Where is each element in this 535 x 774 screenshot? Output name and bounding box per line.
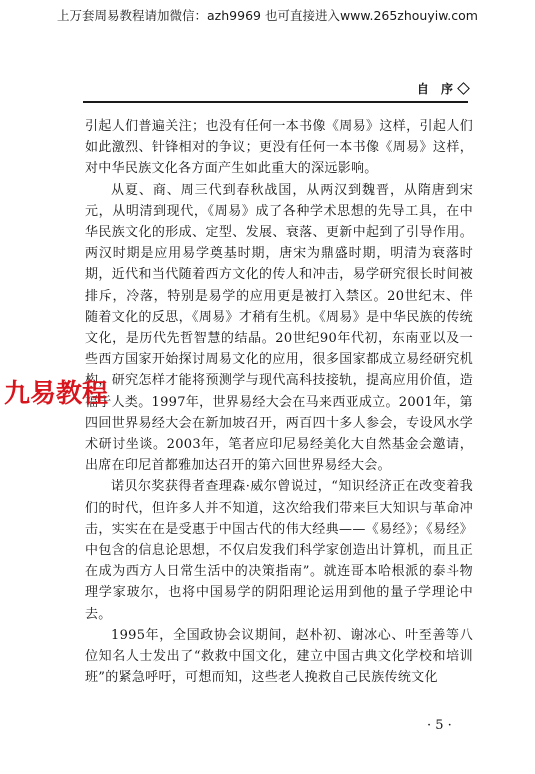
header-rule [83,101,468,103]
top-banner: 上万套周易教程请加微信：azh9969 也可直接进入www.265zhouyiw.com [57,8,478,23]
paragraph-1: 引起人们普遍关注；也没有任何一本书像《周易》这样，引起人们如此激烈、针锋相对的争议；更没有任何一本书像《周易》这样，对中华民族文化各方面产生如此重大的深远影响。 [85,119,473,177]
body-text [85,116,473,688]
paragraph-4: 1995年，全国政协会议期间，赵朴初、谢冰心、叶至善等八位知名人士发出了“救救中国文化，建立中国古典文化学校和培训班”的紧急呼吁，可想而知，这些老人挽救自己民族传统文化 [85,627,473,686]
paragraph-2: 从夏、商、周三代到春秋战国，从两汉到魏晋，从隋唐到宋元，从明清到现代，《周易》成了各种学术思想的先导工具，在中华民族文化的形成、定型、发展、衰落、更新中起到了引导作用。两汉时期是应用易学奠基时期，唐宋为鼎盛时期，明清为衰落时期，近代和当代随着西方文化的传人和冲击，易学研究很长时间被排斥，冷落，特别是易学的应用更是被打入禁区。20世纪末、伴随着文化的反思，《周易》才稍有生机。《周易》是中华民族的传统文化，是历代先哲智慧的结晶。20世纪90年代初，东南亚以及一些西方国家开始探讨周易文化的应用，很多国家都成立易经研究机构，研究怎样才能将预测学与现代高科技接轨，提高应用价值，造福于人类。1997年，世界易经大会在马来西亚成立。2001年，第四回世界易经大会在新加坡召开，两百四十多人参会，专设风水学术研讨坐谈。2003年，笔者应印尼易经美化大自然基金会邀请，出席在印尼首都雅加达召开的第六回世界易经大会。 [85,182,473,474]
page-number: · 5 · [427,718,452,733]
paragraph-3: 诺贝尔奖获得者查理森·威尔曾说过，“知识经济正在改变着我们的时代，但许多人并不知道，这次给我们带来巨大知识与革命冲击，实实在在是受惠于中国古代的伟大经典——《易经》；《易经》中包含的信息论思想，不仅启发我们科学家创造出计算机，而且正在成为西方人日常生活中的决策指南”。就连哥本哈根派的泰斗物理学家玻尔，也将中国易学的阴阳理论运用到他的量子学理论中去。 [85,479,473,622]
diamond-icon [457,82,470,95]
running-header [417,80,468,97]
running-header-title: 自 序 [416,82,457,96]
watermark-logo: 九易教程 [4,379,109,409]
